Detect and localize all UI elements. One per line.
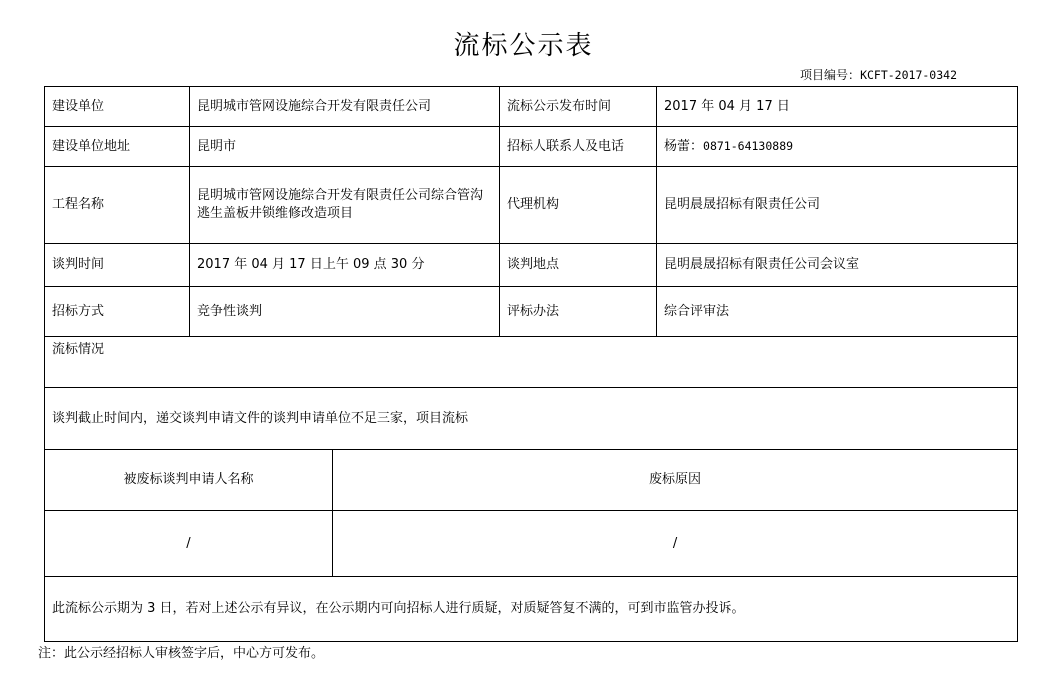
table-row	[45, 287, 1018, 337]
rejected-name-header: 被废标谈判申请人名称	[45, 450, 333, 511]
contact-phone: 0871-64130889	[703, 139, 794, 153]
project-name-value: 昆明城市管网设施综合开发有限责任公司综合管沟逃生盖板井锁维修改造项目	[190, 167, 500, 244]
method-label: 招标方式	[45, 287, 190, 337]
failure-description: 谈判截止时间内，递交谈判申请文件的谈判申请单位不足三家，项目流标	[45, 388, 1018, 450]
build-unit-value: 昆明城市管网设施综合开发有限责任公司	[190, 87, 500, 127]
negotiation-time-label: 谈判时间	[45, 244, 190, 287]
objection-notice: 此流标公示期为 3 日，若对上述公示有异议，在公示期内可向招标人进行质疑，对质疑答复不满的，可到市监管办投诉。	[45, 577, 1018, 642]
table-row	[45, 337, 1018, 388]
table-row	[45, 167, 1018, 244]
rejected-name-value: /	[45, 511, 333, 577]
failure-section-label: 流标情况	[45, 337, 1018, 388]
rejected-reason-header: 废标原因	[333, 450, 1018, 511]
negotiation-place-value: 昆明晨晟招标有限责任公司会议室	[657, 244, 1018, 287]
evaluation-label: 评标办法	[500, 287, 657, 337]
evaluation-value: 综合评审法	[657, 287, 1018, 337]
table-row	[45, 87, 1018, 127]
address-label: 建设单位地址	[45, 127, 190, 167]
agency-label: 代理机构	[500, 167, 657, 244]
table-row	[45, 244, 1018, 287]
table-row	[45, 450, 1018, 511]
publish-time-value: 2017 年 04 月 17 日	[657, 87, 1018, 127]
method-value: 竞争性谈判	[190, 287, 500, 337]
rejected-reason-value: /	[333, 511, 1018, 577]
publish-time-label: 流标公示发布时间	[500, 87, 657, 127]
project-number-label: 项目编号：	[800, 68, 861, 82]
agency-value: 昆明晨晟招标有限责任公司	[657, 167, 1018, 244]
project-number	[800, 67, 957, 83]
contact-name: 杨蕾：	[664, 139, 704, 154]
project-name-label: 工程名称	[45, 167, 190, 244]
contact-label: 招标人联系人及电话	[500, 127, 657, 167]
negotiation-place-label: 谈判地点	[500, 244, 657, 287]
negotiation-time-value: 2017 年 04 月 17 日上午 09 点 30 分	[190, 244, 500, 287]
announcement-table	[44, 86, 1018, 642]
table-row	[45, 577, 1018, 642]
footnote: 注：此公示经招标人审核签字后，中心方可发布。	[38, 646, 325, 661]
address-value: 昆明市	[190, 127, 500, 167]
contact-value	[657, 127, 1018, 167]
table-row	[45, 388, 1018, 450]
page-title: 流标公示表	[453, 31, 594, 61]
build-unit-label: 建设单位	[45, 87, 190, 127]
project-number-value: KCFT-2017-0342	[860, 68, 957, 82]
table-row	[45, 511, 1018, 577]
table-row	[45, 127, 1018, 167]
